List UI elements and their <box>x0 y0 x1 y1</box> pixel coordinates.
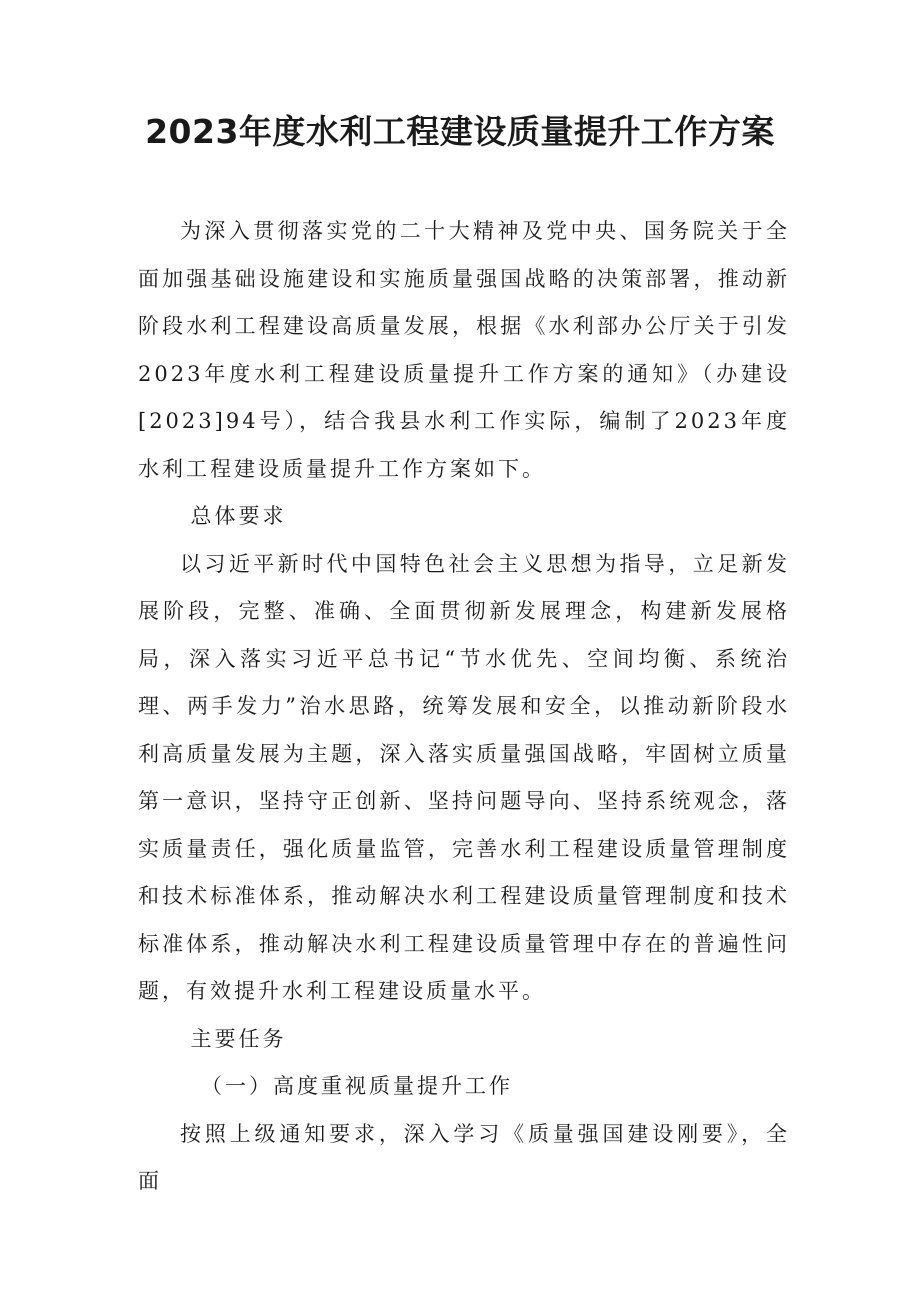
subsection-heading-quality-improvement: （一）高度重视质量提升工作 <box>201 1074 513 1098</box>
document-body <box>138 208 790 1206</box>
document-title: 2023年度水利工程建设质量提升工作方案 <box>145 112 775 151</box>
quality-improvement-paragraph: 按照上级通知要求，深入学习《质量强国建设刚要》，全面 <box>138 1121 790 1193</box>
intro-paragraph: 为深入贯彻落实党的二十大精神及党中央、国务院关于全面加强基础设施建设和实施质量强国战略的决策部署，推动新阶段水利工程建设高质量发展，根据《水利部办公厅关于引发2023年度水利工程建设质量提升工作方案的通知》（办建设[2023]94号），结合我县水利工作实际，编制了2023年度水利工程建设质量提升工作方案如下。 <box>138 219 790 481</box>
general-requirements-paragraph: 以习近平新时代中国特色社会主义思想为指导，立足新发展阶段，完整、准确、全面贯彻新发展理念，构建新发展格局，深入落实习近平总书记“节水优先、空间均衡、系统治理、两手发力”治水思路，统筹发展和安全，以推动新阶段水利高质量发展为主题，深入落实质量强国战略，牢固树立质量第一意识，坚持守正创新、坚持问题导向、坚持系统观念，落实质量责任，强化质量监管，完善水利工程建设质量管理制度和技术标准体系，推动解决水利工程建设质量管理制度和技术标准体系，推动解决水利工程建设质量管理中存在的普遍性问题，有效提升水利工程建设质量水平。 <box>138 551 790 1003</box>
section-heading-main-tasks: 主要任务 <box>190 1026 287 1051</box>
section-heading-general-requirements: 总体要求 <box>190 504 287 528</box>
